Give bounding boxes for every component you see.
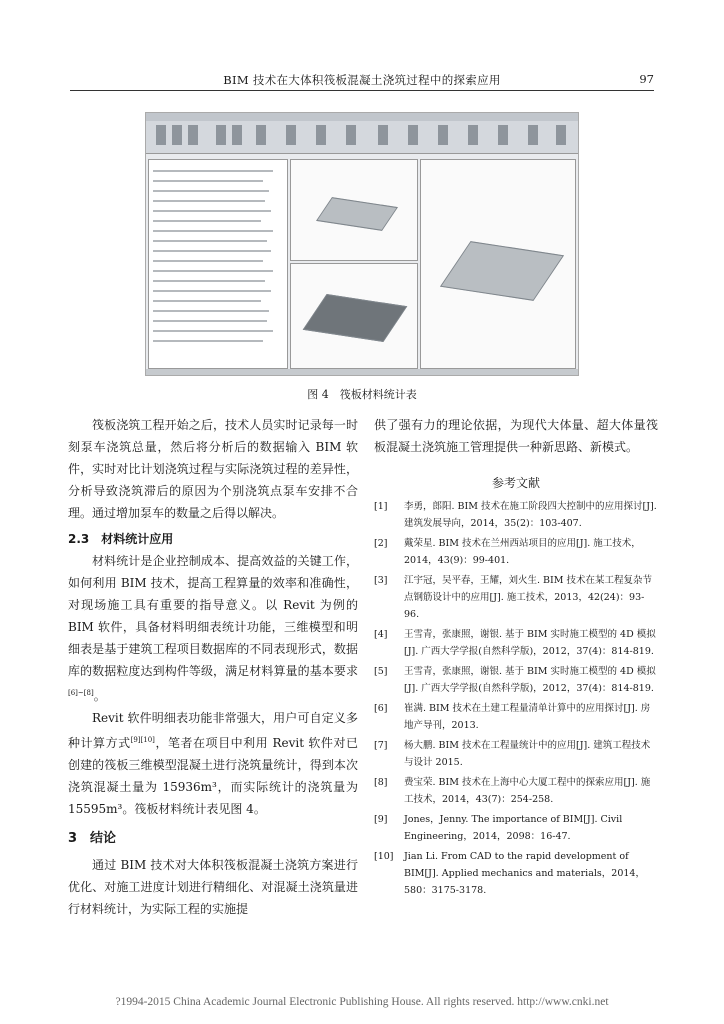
software-ribbon [146,113,578,154]
copyright-footer: ?1994-2015 China Academic Journal Electronic Publishing House. All rights reserved. http://www.cnki.net [115,996,609,1008]
section-heading-2-3: 2.3 材料统计应用 [68,532,174,546]
paragraph-text: 。 [93,689,106,703]
reference-text: 费宝荣. BIM 技术在上海中心大厦工程中的探索应用[J]. 施工技术，2014，43(7)：254-258. [404,777,651,805]
tool-icon [468,125,478,145]
table-row [153,200,265,202]
reference-text: Jian Li. From CAD to the rapid development of BIM[J]. Applied mechanics and materials，2014，580：3175-3178. [404,851,645,896]
table-row [153,260,263,262]
reference-number: [4] [374,629,388,640]
reference-number: [7] [374,740,388,751]
paragraph: 供了强有力的理论依据，为现代大体量、超大体量筏板混凝土浇筑施工管理提供一种新思路、新模式。 [374,418,658,454]
right-column [374,414,658,902]
figure-4-screenshot [145,112,579,376]
tool-icon [438,125,448,145]
paragraph-text: 材料统计是企业控制成本、提高效益的关键工作，如何利用 BIM 技术，提高工程算量的效率和准确性，对现场施工具有重要的指导意义。以 Revit 为例的 BIM 软件，具备材料明细表统计功能，三维模型和明细表是基于建筑工程项目数据库的不同表现形式，数据库的数据粒度达到构件等级，满足材料算量的基本要求 [68,554,358,678]
schedule-table-pane [148,159,288,369]
raft-slab-model [303,294,408,342]
reference-text: Jones，Jenny. The importance of BIM[J]. Civil Engineering，2014，2098：16-47. [404,814,623,842]
table-row [153,320,267,322]
reference-number: [5] [374,666,388,677]
table-row [153,250,271,252]
reference-number: [10] [374,851,394,862]
reference-item [374,774,658,808]
table-row [153,170,273,172]
paragraph: 筏板浇筑工程开始之后，技术人员实时记录每一时刻泵车浇筑总量，然后将分析后的数据输入 BIM 软件，实时对比计划浇筑过程与实际浇筑过程的差异性，分析导致浇筑滞后的原因为个别浇筑点泵车安排不合理。通过增加泵车的数量之后得以解决。 [68,418,358,520]
citation: [6]~[8] [68,689,94,697]
tool-icon [172,125,182,145]
table-row [153,310,269,312]
reference-number: [1] [374,501,388,512]
reference-text: 戴荣星. BIM 技术在兰州西站项目的应用[J]. 施工技术，2014，43(9)：99-401. [404,538,641,566]
tool-icon [498,125,508,145]
status-bar [146,369,578,375]
3d-view-bottom [290,263,418,369]
3d-view-top [290,159,418,261]
paragraph-text: ，笔者在项目中利用 Revit 软件对已创建的筏板三维模型混凝土进行浇筑量统计，得到本次浇筑混凝土量为 15936m³，而实际统计的浇筑量为 15595m³。筏板材料统计表见图 4。 [68,736,358,816]
ribbon-tabs [146,113,578,121]
paragraph-text: Revit 软件明细表功能非常强大，用户可自定义多种计算方式 [68,711,358,750]
table-row [153,230,273,232]
reference-text: 杨大鹏. BIM 技术在工程量统计中的应用[J]. 建筑工程技术与设计 2015. [404,740,651,768]
tool-icon [528,125,538,145]
reference-item [374,848,658,899]
table-row [153,340,263,342]
reference-text: 崔满. BIM 技术在土建工程量清单计算中的应用探讨[J]. 房地产导刊，2013. [404,703,651,731]
section-heading-3: 3 结论 [68,831,117,846]
reference-number: [8] [374,777,388,788]
table-row [153,180,263,182]
reference-text: 王雪青，张康照，谢银. 基于 BIM 实时施工模型的 4D 模拟[J]. 广西大学学报(自然科学版)，2012，37(4)：814-819. [404,666,656,694]
tool-icon [156,125,166,145]
table-row [153,290,271,292]
header-title: BIM 技术在大体积筏板混凝土浇筑过程中的探索应用 [223,73,501,87]
reference-number: [3] [374,575,388,586]
table-row [153,270,273,272]
tool-icon [408,125,418,145]
table-row [153,190,269,192]
table-row [153,220,261,222]
reference-number: [2] [374,538,388,549]
table-row [153,210,271,212]
reference-item [374,626,658,660]
tool-icon [346,125,356,145]
reference-text: 江宇冠，吴平春，王耀，刘火生. BIM 技术在某工程复杂节点钢筋设计中的应用[J]. 施工技术，2013，42(24)：93-96. [404,575,653,620]
tool-icon [232,125,242,145]
reference-item [374,498,658,532]
reference-item [374,663,658,697]
running-header [70,70,654,91]
reference-item [374,535,658,569]
paragraph [68,707,358,820]
table-row [153,280,265,282]
3d-view-large [420,159,576,369]
reference-text: 李勇，郎阳. BIM 技术在施工阶段四大控制中的应用探讨[J]. 建筑发展导向，2014，35(2)：103-407. [404,501,657,529]
tool-icon [216,125,226,145]
raft-slab-model [316,197,398,231]
reference-item [374,811,658,845]
table-row [153,240,267,242]
tool-icon [188,125,198,145]
reference-number: [6] [374,703,388,714]
figure-caption: 图 4 筏板材料统计表 [307,388,417,401]
reference-list [374,498,658,899]
citation: [9][10] [130,736,155,744]
reference-item [374,572,658,623]
left-column [68,414,358,920]
reference-item [374,700,658,734]
paragraph: 通过 BIM 技术对大体积筏板混凝土浇筑方案进行优化、对施工进度计划进行精细化、对混凝土浇筑量进行材料统计，为实际工程的实施提 [68,858,358,916]
reference-item [374,737,658,771]
tool-icon [286,125,296,145]
tool-icon [378,125,388,145]
table-row [153,330,273,332]
tool-icon [556,125,566,145]
tool-icon [256,125,266,145]
reference-text: 王雪青，张康照，谢银. 基于 BIM 实时施工模型的 4D 模拟[J]. 广西大学学报(自然科学版)，2012，37(4)：814-819. [404,629,656,657]
page-number: 97 [639,72,654,86]
references-title: 参考文献 [491,476,540,490]
table-row [153,300,261,302]
paragraph [68,550,358,707]
reference-number: [9] [374,814,388,825]
tool-icon [316,125,326,145]
raft-slab-model [440,241,564,301]
